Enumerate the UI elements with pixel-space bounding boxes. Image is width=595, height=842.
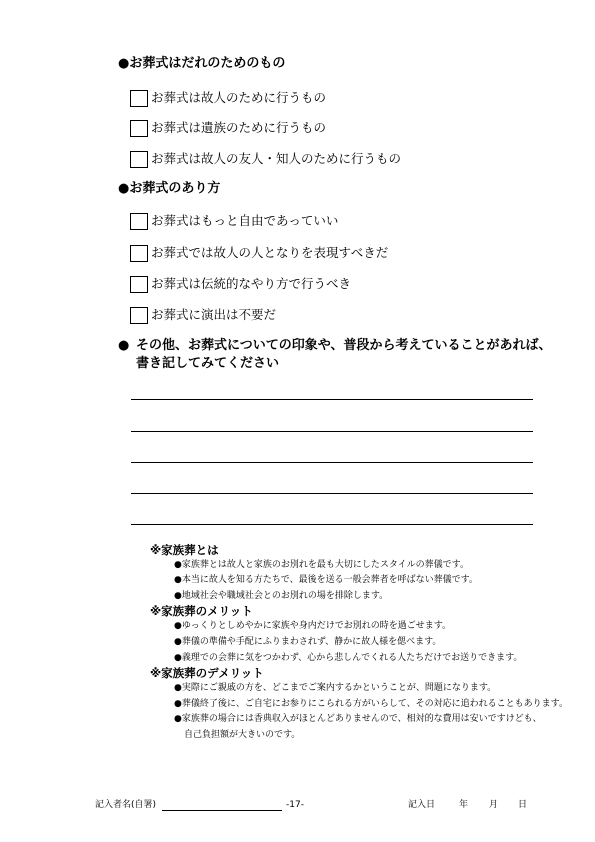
checkbox-option-personality[interactable] — [130, 243, 388, 263]
checkbox-label: お葬式は故人のために行うもの — [151, 90, 327, 105]
checkbox-option-deceased[interactable] — [130, 88, 326, 108]
entry-date-label: 記入日 — [408, 800, 436, 810]
checkbox-option-family[interactable] — [130, 118, 326, 138]
note-item: ●葬儀終了後に、ご自宅にお参りにこられる方がいらして、その対応に追われることもあります。 — [174, 699, 568, 709]
note-item: ●ゆっくりとしめやかに家族や身内だけでお別れの時を過ごせます。 — [174, 621, 452, 631]
checkbox-option-freedom[interactable] — [130, 211, 338, 231]
note-heading-merits: ※家族葬のメリット — [150, 604, 253, 618]
checkbox-label: お葬式では故人の人となりを表現すべきだ — [151, 245, 389, 260]
day-label: 日 — [518, 800, 528, 810]
checkbox-label: お葬式に演出は不要だ — [151, 307, 277, 322]
note-item: ●本当に故人を知る方たちで、最後を送る一般会葬者を呼ばない葬儀です。 — [174, 575, 478, 585]
year-label: 年 — [459, 800, 469, 810]
checkbox[interactable] — [130, 151, 148, 168]
bullet: ● — [118, 338, 130, 353]
checkbox-option-friends[interactable] — [130, 149, 401, 169]
checkbox[interactable] — [130, 90, 148, 107]
writing-line-4[interactable] — [131, 493, 533, 494]
checkbox-option-no-staging[interactable] — [130, 305, 276, 325]
note-item: ●家族葬の場合には香典収入がほとんどありませんので、相対的な費用は安いですけども、 — [174, 714, 542, 724]
checkbox[interactable] — [130, 245, 148, 262]
page-number: -17- — [286, 800, 304, 810]
writing-line-2[interactable] — [131, 431, 533, 432]
note-item: ●実際にご親戚の方を、どこまでご案内するかということが、問題になります。 — [174, 683, 497, 693]
note-heading-about: ※家族葬とは — [150, 543, 219, 557]
checkbox-label: お葬式は故人の友人・知人のために行うもの — [151, 151, 402, 166]
month-label: 月 — [489, 800, 499, 810]
note-heading-demerits: ※家族葬のデメリット — [150, 666, 264, 680]
writing-line-1[interactable] — [131, 399, 533, 400]
writing-line-3[interactable] — [131, 462, 533, 463]
checkbox[interactable] — [130, 120, 148, 137]
checkbox-label: お葬式はもっと自由であっていい — [151, 213, 339, 228]
checkbox[interactable] — [130, 276, 148, 293]
checkbox-option-traditional[interactable] — [130, 274, 351, 294]
note-item: ●葬儀の準備や手配にふりまわされず、静かに故人様を偲べます。 — [174, 637, 442, 647]
writer-signature-line[interactable] — [162, 810, 282, 811]
note-item-continuation: 自己負担額が大きいのです。 — [184, 730, 301, 740]
checkbox-label: お葬式は伝統的なやり方で行うべき — [151, 276, 352, 291]
section-title-funeral-style: ●お葬式のあり方 — [118, 181, 221, 196]
checkbox[interactable] — [130, 307, 148, 324]
note-item: ●家族葬とは故人と家族のお別れを最も大切にしたスタイルの葬儀です。 — [174, 560, 469, 570]
note-item: ●地域社会や職域社会とのお別れの場を排除します。 — [174, 591, 389, 601]
question-line-2: 書き記してみてください — [136, 356, 280, 371]
writer-name-label: 記入者名(自署) — [95, 800, 157, 810]
section-title-who-for: ●お葬式はだれのためのもの — [118, 56, 286, 71]
question-line-1: その他、お葬式についての印象や、普段から考えていることがあれば、 — [136, 338, 552, 353]
checkbox[interactable] — [130, 213, 148, 230]
checkbox-label: お葬式は遺族のために行うもの — [151, 120, 327, 135]
note-item: ●義理での会葬に気をつかわず、心から悲しんでくれる人たちだけでお送りできます。 — [174, 653, 523, 663]
writing-line-5[interactable] — [131, 524, 533, 525]
